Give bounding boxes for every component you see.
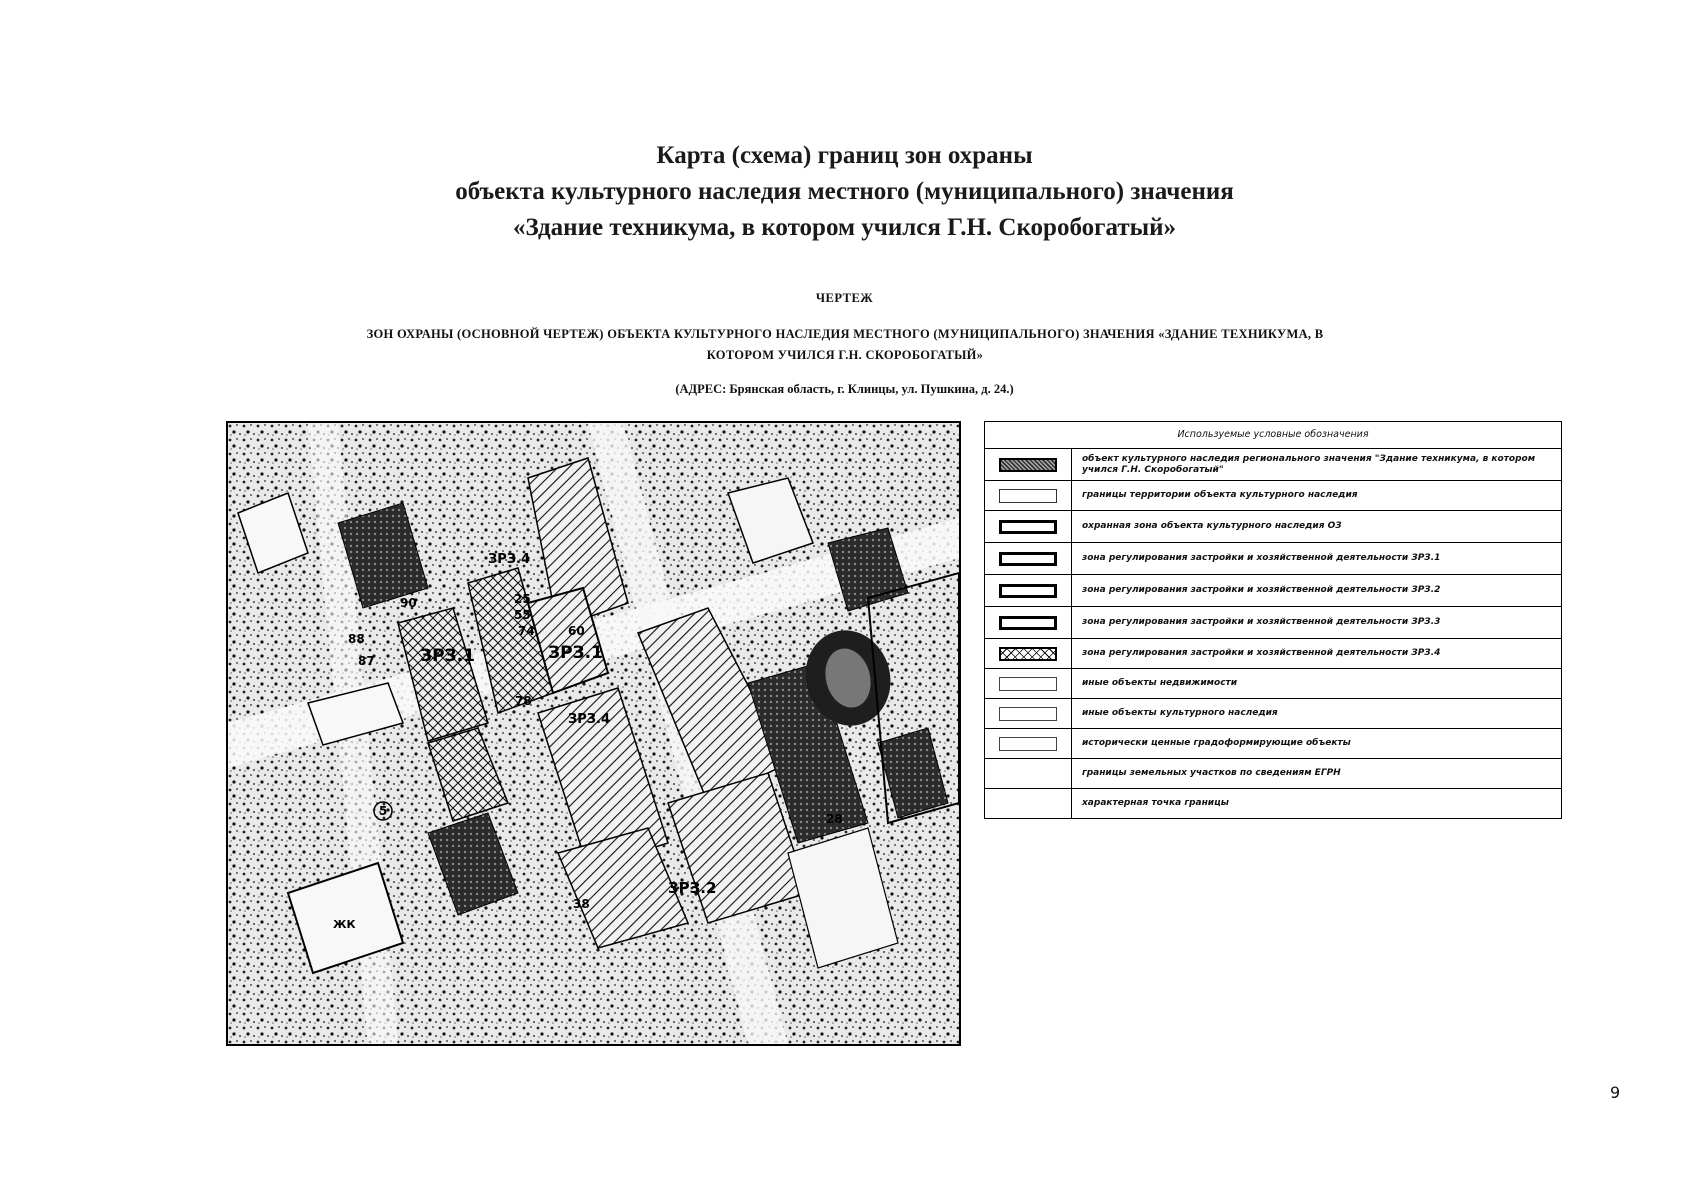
map-number: ЖК bbox=[333, 918, 356, 931]
zrz3-zone-symbol bbox=[999, 616, 1057, 630]
legend-text: исторически ценные градоформирующие объекты bbox=[1082, 738, 1351, 748]
zrz2-zone-symbol bbox=[999, 584, 1057, 598]
legend-row bbox=[985, 759, 1561, 789]
other-heritage-symbol bbox=[999, 707, 1057, 721]
legend-header: Используемые условные обозначения bbox=[985, 422, 1561, 449]
territory-boundary-symbol bbox=[999, 489, 1057, 503]
title-line-2: объекта культурного наследия местного (муниципального) значения bbox=[455, 178, 1234, 205]
map-number: 28 bbox=[826, 812, 843, 826]
other-property-symbol bbox=[999, 677, 1057, 691]
legend-text: характерная точка границы bbox=[1082, 798, 1229, 808]
cultural-object-symbol bbox=[999, 458, 1057, 472]
legend-text: зона регулирования застройки и хозяйственной деятельности ЗРЗ.1 bbox=[1082, 553, 1441, 563]
legend-text: зона регулирования застройки и хозяйственной деятельности ЗРЗ.3 bbox=[1082, 617, 1441, 627]
land-plot-boundary-symbol bbox=[985, 759, 1072, 788]
title-line-3: «Здание техникума, в котором учился Г.Н. Скоробогатый» bbox=[512, 214, 1177, 241]
map-label-zrz: ЗРЗ.1 bbox=[548, 643, 603, 663]
legend-row bbox=[985, 699, 1561, 729]
legend-text: объект культурного наследия регионального значения "Здание техникума, в котором учился Г.Н. Скоробогатый" bbox=[1082, 453, 1536, 475]
map-number: 78 bbox=[515, 694, 532, 708]
oz-zone-symbol bbox=[999, 520, 1057, 534]
zone-map bbox=[226, 421, 961, 1046]
map-label-zrz: ЗРЗ.4 bbox=[568, 712, 610, 727]
legend-row bbox=[985, 449, 1561, 481]
address-caption: (АДРЕС: Брянская область, г. Клинцы, ул. Пушкина, д. 24.) bbox=[675, 382, 1014, 396]
zrz1-zone-symbol bbox=[999, 552, 1057, 566]
drawing-caption-line-2: КОТОРОМ УЧИЛСЯ Г.Н. СКОРОБОГАТЫЙ» bbox=[706, 348, 984, 362]
map-number: 38 bbox=[573, 897, 590, 911]
legend-row bbox=[985, 481, 1561, 511]
page-number: 9 bbox=[1610, 1083, 1621, 1102]
map-label-zrz: ЗРЗ.4 bbox=[488, 552, 530, 567]
legend-row bbox=[985, 669, 1561, 699]
map-number: 25 bbox=[514, 592, 531, 606]
title-line-1: Карта (схема) границ зон охраны bbox=[656, 142, 1033, 169]
drawing-caption-line-1: ЗОН ОХРАНЫ (ОСНОВНОЙ ЧЕРТЕЖ) ОБЪЕКТА КУЛЬТУРНОГО НАСЛЕДИЯ МЕСТНОГО (МУНИЦИПАЛЬНОГО) ЗНАЧЕНИЯ «ЗДАНИЕ ТЕХНИКУМА, В bbox=[366, 327, 1324, 341]
legend-row bbox=[985, 575, 1561, 607]
boundary-point-symbol bbox=[985, 789, 1072, 818]
legend-text: границы территории объекта культурного наследия bbox=[1082, 490, 1358, 500]
map-number: 60 bbox=[568, 624, 585, 638]
legend-text: охранная зона объекта культурного наследия ОЗ bbox=[1082, 521, 1342, 531]
legend-row bbox=[985, 607, 1561, 639]
map-number: 87 bbox=[358, 654, 375, 668]
zrz4-zone-symbol bbox=[999, 647, 1057, 661]
legend-row bbox=[985, 543, 1561, 575]
map-number: 5 bbox=[379, 804, 388, 818]
legend-row bbox=[985, 729, 1561, 759]
legend-row bbox=[985, 789, 1561, 819]
legend-text: границы земельных участков по сведениям ЕГРН bbox=[1082, 768, 1341, 778]
map-number: 55 bbox=[514, 608, 531, 622]
drawing-caption bbox=[195, 324, 1495, 366]
legend-row bbox=[985, 511, 1561, 543]
legend-text: иные объекты культурного наследия bbox=[1082, 708, 1278, 718]
map-label-zrz: ЗРЗ.1 bbox=[420, 646, 475, 666]
map-number: 74 bbox=[518, 624, 535, 638]
legend-table bbox=[984, 421, 1562, 819]
aerial-map-drawing bbox=[228, 423, 959, 1044]
legend-text: иные объекты недвижимости bbox=[1082, 678, 1238, 688]
map-number: 88 bbox=[348, 632, 365, 646]
legend-text: зона регулирования застройки и хозяйственной деятельности ЗРЗ.2 bbox=[1082, 585, 1441, 595]
map-label-zrz: ЗРЗ.2 bbox=[668, 879, 717, 897]
legend-row bbox=[985, 639, 1561, 669]
legend-text: зона регулирования застройки и хозяйственной деятельности ЗРЗ.4 bbox=[1082, 648, 1441, 658]
document-title bbox=[0, 138, 1689, 246]
historic-object-symbol bbox=[999, 737, 1057, 751]
map-number: 90 bbox=[400, 596, 417, 610]
drawing-label: ЧЕРТЕЖ bbox=[815, 291, 874, 305]
